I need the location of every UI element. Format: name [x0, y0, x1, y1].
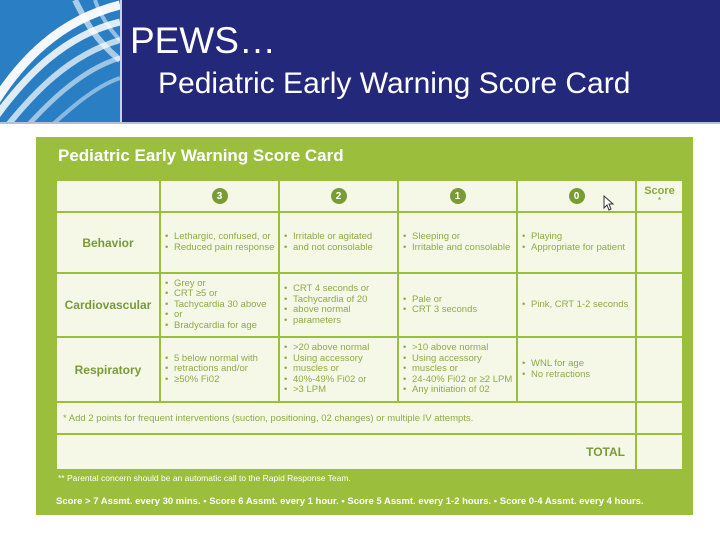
cardio-2-item: • Tachycardia of 20	[284, 295, 369, 306]
interventions-note: * Add 2 points for frequent interventions (suction, positioning, 02 changes) or multiple IV attempts.	[57, 403, 635, 433]
score-1-badge: 1	[450, 188, 466, 204]
behavior-1-item: • Irritable and consolable	[403, 243, 510, 254]
assessment-frequency-footer: Score > 7 Assmt. every 30 mins. • Score 6 Assmt. every 1 hour. • Score 5 Assmt. every 1-2 hours. • Score 0-4 Assmt. every 4 hours.	[56, 496, 644, 507]
behavior-score-field[interactable]	[637, 213, 682, 272]
resp-score-1	[399, 338, 516, 401]
pews-score-card	[36, 137, 693, 515]
behavior-3-item: • Reduced pain response	[165, 243, 274, 254]
score-0-badge: 0	[569, 188, 585, 204]
resp-2-item: • >3 LPM	[284, 385, 369, 396]
resp-score-0	[518, 338, 635, 401]
total-label: TOTAL	[57, 435, 635, 469]
card-title: Pediatric Early Warning Score Card	[58, 146, 344, 165]
row-label-cardiovascular: Cardiovascular	[57, 274, 159, 336]
interventions-score-field[interactable]	[637, 403, 682, 433]
resp-score-2	[280, 338, 397, 401]
cardio-2-item: • CRT 4 seconds or	[284, 284, 369, 295]
cardio-1-item: • CRT 3 seconds	[403, 305, 477, 316]
row-label-behavior: Behavior	[57, 213, 159, 272]
resp-0-item: • No retractions	[522, 370, 590, 381]
resp-score-field[interactable]	[637, 338, 682, 401]
behavior-score-3	[161, 213, 278, 272]
column-header-3	[161, 181, 278, 211]
column-header-2	[280, 181, 397, 211]
cardio-score-1	[399, 274, 516, 336]
total-score-field[interactable]	[637, 435, 682, 469]
resp-3-item: • 5 below normal with	[165, 354, 258, 365]
header-divider	[0, 122, 720, 124]
cardio-3-item: • CRT ≥5 or	[165, 289, 266, 300]
behavior-score-1	[399, 213, 516, 272]
resp-1-item: • >10 above normal	[403, 343, 512, 354]
mouse-pointer-icon	[603, 195, 615, 211]
cardio-score-0	[518, 274, 635, 336]
column-header-1	[399, 181, 516, 211]
cardio-1-item: • Pale or	[403, 295, 477, 306]
resp-0-item: • WNL for age	[522, 359, 590, 370]
slide-subtitle: Pediatric Early Warning Score Card	[158, 67, 631, 100]
logo-swoosh-icon	[0, 0, 120, 122]
resp-1-item: • 24-40% Fi02 or ≥2 LPM	[403, 375, 512, 386]
behavior-score-0	[518, 213, 635, 272]
cardio-2-item: • above normal	[284, 305, 369, 316]
corner-cell	[57, 181, 159, 211]
resp-1-item: • Any initiation of 02	[403, 385, 512, 396]
score-grid	[57, 181, 682, 469]
behavior-0-item: • Playing	[522, 232, 625, 243]
cardio-score-field[interactable]	[637, 274, 682, 336]
score-3-badge: 3	[212, 188, 228, 204]
resp-1-item: • Using accessory	[403, 354, 512, 365]
behavior-2-item: • and not consolable	[284, 243, 373, 254]
cardio-2-item: • parameters	[284, 316, 369, 327]
resp-score-3	[161, 338, 278, 401]
cardio-3-item: • or	[165, 310, 266, 321]
score-header-mark: *	[657, 196, 662, 205]
parental-concern-footnote: ** Parental concern should be an automatic call to the Rapid Response Team.	[58, 473, 351, 483]
resp-2-item: • 40%-49% Fi02 or	[284, 375, 369, 386]
behavior-1-item: • Sleeping or	[403, 232, 510, 243]
row-label-respiratory: Respiratory	[57, 338, 159, 401]
resp-3-item: • retractions and/or	[165, 364, 258, 375]
score-2-badge: 2	[331, 188, 347, 204]
cardio-3-item: • Tachycardia 30 above	[165, 300, 266, 311]
title-panel	[120, 0, 720, 122]
behavior-3-item: • Lethargic, confused, or	[165, 232, 274, 243]
resp-3-item: • ≥50% Fi02	[165, 375, 258, 386]
slide-header	[0, 0, 720, 122]
resp-2-item: • muscles or	[284, 364, 369, 375]
slide-title: PEWS…	[130, 20, 276, 61]
cardio-score-3	[161, 274, 278, 336]
behavior-2-item: • Irritable or agitated	[284, 232, 373, 243]
resp-1-item: • muscles or	[403, 364, 512, 375]
cardio-3-item: • Bradycardia for age	[165, 321, 266, 332]
cardio-0-item: • Pink, CRT 1-2 seconds	[522, 300, 628, 311]
resp-2-item: • >20 above normal	[284, 343, 369, 354]
score-header-label: Score	[644, 185, 675, 197]
cardio-3-item: • Grey or	[165, 279, 266, 290]
cardio-score-2	[280, 274, 397, 336]
column-header-0	[518, 181, 635, 211]
behavior-score-2	[280, 213, 397, 272]
behavior-0-item: • Appropriate for patient	[522, 243, 625, 254]
resp-2-item: • Using accessory	[284, 354, 369, 365]
score-column-header	[637, 181, 682, 211]
